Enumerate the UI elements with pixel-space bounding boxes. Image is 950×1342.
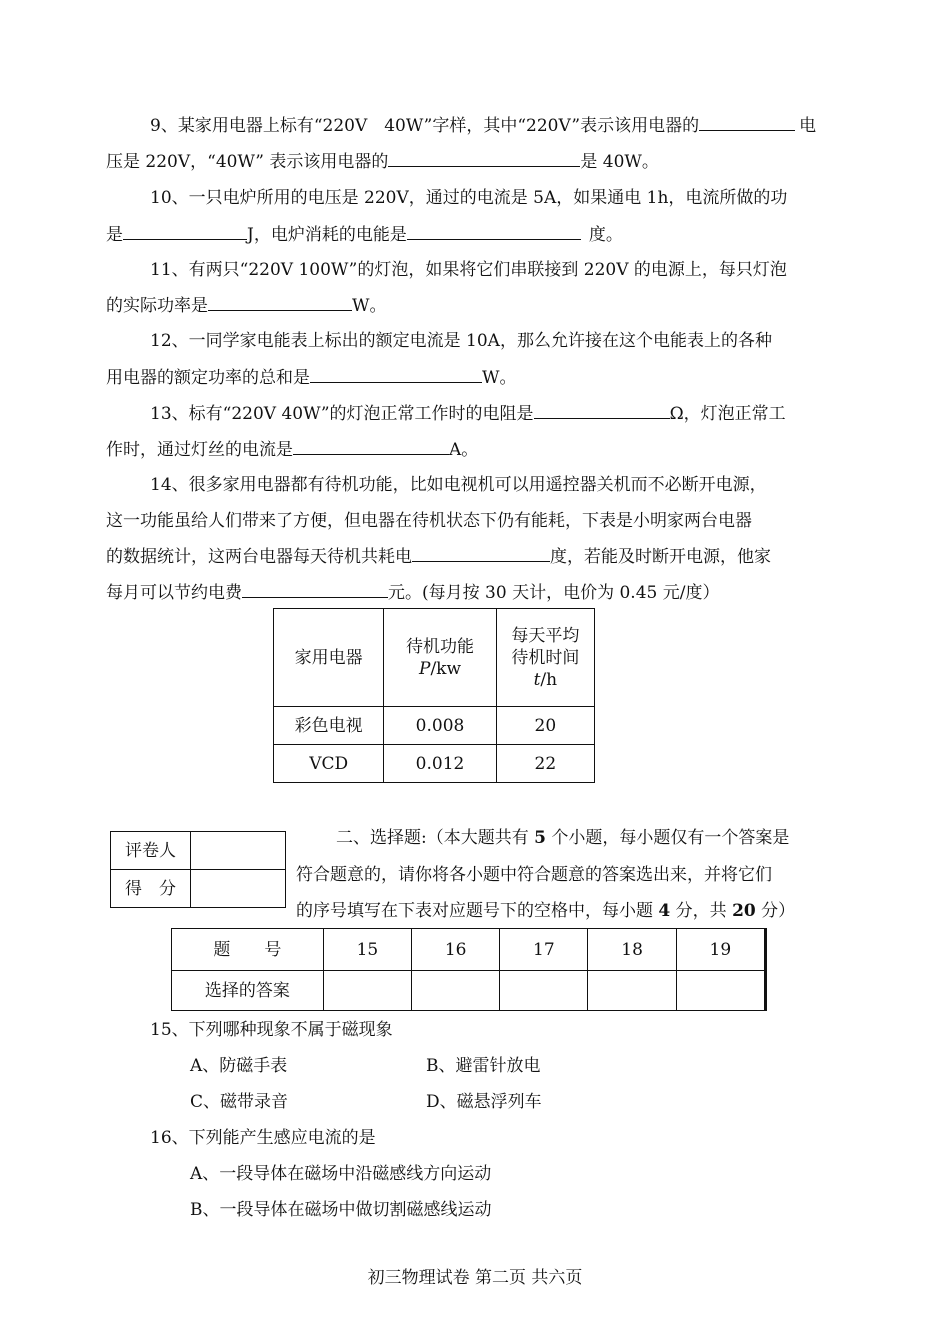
answer-blank[interactable] (412, 545, 550, 562)
q10-line1: 10、一只电炉所用的电压是 220V，通过的电流是 5A，如果通电 1h，电流所做的功 (150, 188, 788, 208)
answer-cell[interactable] (500, 971, 588, 1011)
answer-blank[interactable] (407, 223, 581, 240)
answer-blank[interactable] (388, 150, 580, 167)
q14-line2: 这一功能虽给人们带来了方便，但电器在待机状态下仍有能耗，下表是小明家两台电器 (106, 511, 752, 531)
answer-cell[interactable] (676, 971, 765, 1011)
question-number: 15 (323, 929, 411, 971)
header-standby-power: 待机功能 P/kw (384, 609, 496, 707)
answer-cell[interactable] (412, 971, 500, 1011)
q16-option-b[interactable]: B、一段导体在磁场中做切割磁感线运动 (190, 1200, 492, 1220)
question-number: 17 (500, 929, 588, 971)
score-label: 得 分 (111, 870, 191, 908)
q15-option-d[interactable]: D、磁悬浮列车 (426, 1092, 542, 1112)
q14-line1: 14、很多家用电器都有待机功能，比如电视机可以用遥控器关机而不必断开电源， (150, 475, 767, 495)
q14-line4: 每月可以节约电费 元。(每月按 30 天计，电价为 0.45 元/度） (106, 583, 720, 603)
section2-line3: 的序号填写在下表对应题号下的空格中，每小题 4 分，共 20 分） (296, 901, 796, 921)
q12-line2: 用电器的额定功率的总和是 W。 (106, 368, 517, 388)
grader-label: 评卷人 (111, 832, 191, 870)
q14-line3: 的数据统计，这两台电器每天待机共耗电 度，若能及时断开电源，他家 (106, 547, 771, 567)
q15-stem: 15、下列哪种现象不属于磁现象 (150, 1020, 393, 1040)
q9-line1: 9、某家用电器上标有“220V 40W”字样，其中“220V”表示该用电器的 电 (150, 116, 817, 136)
q15-option-c[interactable]: C、磁带录音 (190, 1092, 289, 1112)
q15-option-a[interactable]: A、防磁手表 (190, 1056, 288, 1076)
answer-blank[interactable] (208, 294, 352, 311)
answer-blank[interactable] (123, 223, 247, 240)
answer-blank[interactable] (310, 366, 482, 383)
header-standby-time: 每天平均 待机时间 t/h (496, 609, 594, 707)
q9-line2: 压是 220V，“40W” 表示该用电器的 是 40W。 (106, 152, 659, 172)
answer-cell[interactable] (588, 971, 676, 1011)
answer-blank[interactable] (242, 581, 388, 598)
q11-line2: 的实际功率是 W。 (106, 296, 387, 316)
appliance-table (273, 608, 595, 783)
grader-field[interactable] (191, 832, 286, 870)
table-header-row (274, 609, 595, 707)
section2-line1: 二、选择题:（本大题共有 5 个小题，每小题仅有一个答案是 (336, 828, 790, 848)
score-field[interactable] (191, 870, 286, 908)
question-number-label: 题 号 (172, 929, 324, 971)
answer-table-header (172, 929, 766, 971)
header-appliance: 家用电器 (274, 609, 384, 707)
section2-line2: 符合题意的，请你将各小题中符合题意的答案选出来，并将它们 (296, 865, 772, 885)
table-row: VCD 0.012 22 (274, 745, 595, 783)
q16-stem: 16、下列能产生感应电流的是 (150, 1128, 376, 1148)
answer-table (171, 928, 767, 1011)
answer-blank[interactable] (699, 114, 795, 131)
answer-label: 选择的答案 (172, 971, 324, 1011)
question-number: 16 (412, 929, 500, 971)
q16-option-a[interactable]: A、一段导体在磁场中沿磁感线方向运动 (190, 1164, 492, 1184)
answer-blank[interactable] (534, 402, 670, 419)
table-row: 彩色电视 0.008 20 (274, 707, 595, 745)
answer-table-row (172, 971, 766, 1011)
page-footer: 初三物理试卷 第二页 共六页 (367, 1268, 583, 1288)
q13-line1: 13、标有“220V 40W”的灯泡正常工作时的电阻是 Ω，灯泡正常工 (150, 404, 786, 424)
grader-box (110, 831, 286, 908)
question-number: 18 (588, 929, 676, 971)
q15-option-b[interactable]: B、避雷针放电 (426, 1056, 541, 1076)
question-number: 19 (676, 929, 765, 971)
q12-line1: 12、一同学家电能表上标出的额定电流是 10A，那么允许接在这个电能表上的各种 (150, 331, 772, 351)
q10-line2: 是 J，电炉消耗的电能是 度。 (106, 225, 623, 245)
q13-line2: 作时，通过灯丝的电流是 A。 (106, 440, 479, 460)
answer-blank[interactable] (293, 438, 449, 455)
q11-line1: 11、有两只“220V 100W”的灯泡，如果将它们串联接到 220V 的电源上，每只灯泡 (150, 260, 787, 280)
answer-cell[interactable] (323, 971, 411, 1011)
